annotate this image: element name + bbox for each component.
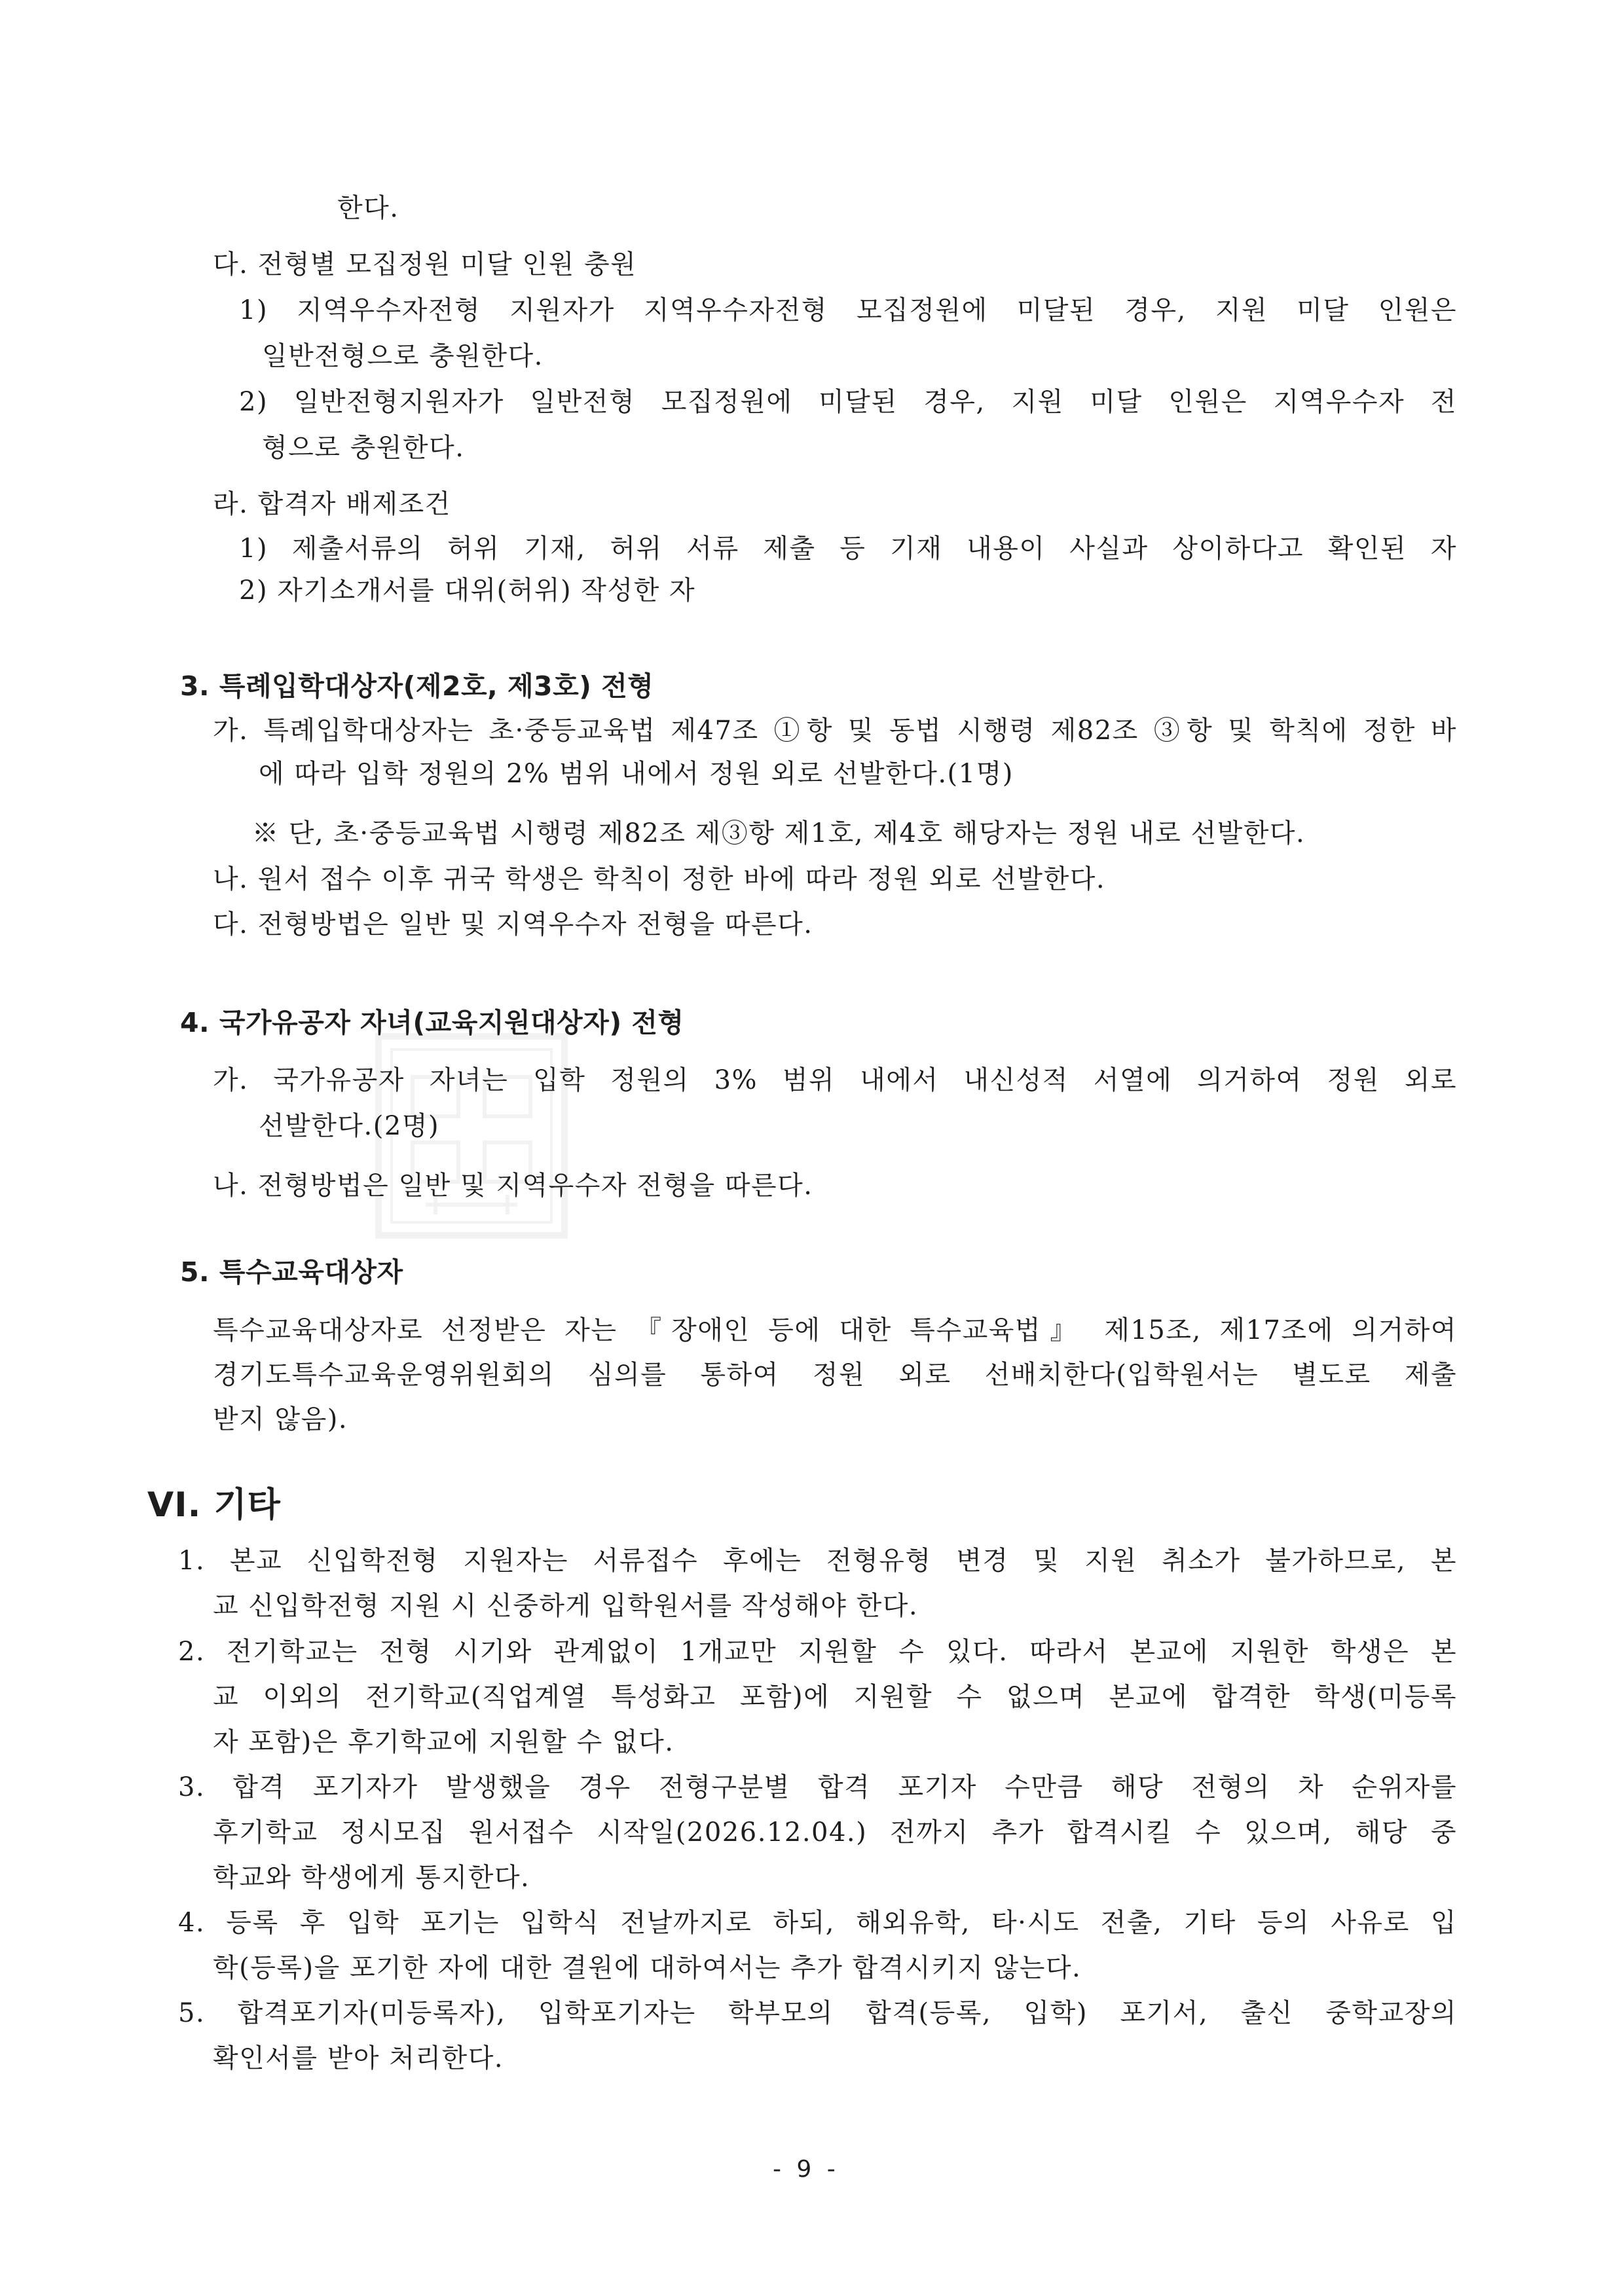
vi-item-2-line-3: 자 포함)은 후기학교에 지원할 수 없다. xyxy=(213,1727,674,1757)
section-da-title: 다. 전형별 모집정원 미달 인원 충원 xyxy=(213,249,637,280)
s3-item-da: 다. 전형방법은 일반 및 지역우수자 전형을 따른다. xyxy=(213,909,813,939)
s5-paragraph-line-2: 경기도특수교육운영위원회의 심의를 통하여 정원 외로 선배치한다(입학원서는 별도로 제출 xyxy=(213,1360,1457,1390)
vi-item-3-line-3: 학교와 학생에게 통지한다. xyxy=(213,1863,530,1893)
section-4-heading: 4. 국가유공자 자녀(교육지원대상자) 전형 xyxy=(180,1007,684,1038)
s4-item-ga-line-1: 가. 국가유공자 자녀는 입학 정원의 3% 범위 내에서 내신성적 서열에 의거하여 정원 외로 xyxy=(213,1065,1457,1095)
s4-item-na: 나. 전형방법은 일반 및 지역우수자 전형을 따른다. xyxy=(213,1171,813,1201)
ra-item-1: 1) 제출서류의 허위 기재, 허위 서류 제출 등 기재 내용이 사실과 상이하다고 확인된 자 xyxy=(239,534,1457,564)
vi-item-1-line-1: 1. 본교 신입학전형 지원자는 서류접수 후에는 전형유형 변경 및 지원 취소가 불가하므로, 본 xyxy=(178,1546,1457,1576)
da-item-1-line-1: 1) 지역우수자전형 지원자가 지역우수자전형 모집정원에 미달된 경우, 지원 미달 인원은 xyxy=(239,295,1457,325)
s3-note: ※ 단, 초·중등교육법 시행령 제82조 제③항 제1호, 제4호 해당자는 정원 내로 선발한다. xyxy=(252,818,1306,848)
s3-item-na: 나. 원서 접수 이후 귀국 학생은 학칙이 정한 바에 따라 정원 외로 선발한다. xyxy=(213,864,1106,894)
section-5-heading: 5. 특수교육대상자 xyxy=(180,1256,403,1288)
vi-item-3-line-1: 3. 합격 포기자가 발생했을 경우 전형구분별 합격 포기자 수만큼 해당 전형의 차 순위자를 xyxy=(178,1772,1457,1802)
s5-paragraph-line-3: 받지 않음). xyxy=(213,1404,348,1434)
continuation-text: 한다. xyxy=(337,193,399,223)
vi-item-2-line-1: 2. 전기학교는 전형 시기와 관계없이 1개교만 지원할 수 있다. 따라서 본교에 지원한 학생은 본 xyxy=(178,1637,1457,1667)
da-item-1-line-2: 일반전형으로 충원한다. xyxy=(262,341,544,371)
da-item-2-line-2: 형으로 충원한다. xyxy=(262,433,465,463)
vi-item-3-line-2: 후기학교 정시모집 원서접수 시작일(2026.12.04.) 전까지 추가 합격시킬 수 있으며, 해당 중 xyxy=(213,1817,1457,1848)
vi-item-4-line-1: 4. 등록 후 입학 포기는 입학식 전날까지로 하되, 해외유학, 타·시도 전출, 기타 등의 사유로 입 xyxy=(178,1908,1457,1938)
s3-item-ga-line-2: 에 따라 입학 정원의 2% 범위 내에서 정원 외로 선발한다.(1명) xyxy=(259,759,1014,789)
section-3-heading: 3. 특례입학대상자(제2호, 제3호) 전형 xyxy=(180,670,654,702)
s5-paragraph-line-1: 특수교육대상자로 선정받은 자는 『장애인 등에 대한 특수교육법』 제15조, 제17조에 의거하여 xyxy=(213,1315,1457,1345)
ra-item-2: 2) 자기소개서를 대위(허위) 작성한 자 xyxy=(239,575,696,606)
vi-item-4-line-2: 학(등록)을 포기한 자에 대한 결원에 대하여서는 추가 합격시키지 않는다. xyxy=(213,1953,1082,1983)
s3-item-ga-line-1: 가. 특례입학대상자는 초·중등교육법 제47조 ①항 및 동법 시행령 제82조 ③항 및 학칙에 정한 바 xyxy=(213,716,1457,746)
da-item-2-line-1: 2) 일반전형지원자가 일반전형 모집정원에 미달된 경우, 지원 미달 인원은 지역우수자 전 xyxy=(239,387,1457,417)
vi-item-5-line-1: 5. 합격포기자(미등록자), 입학포기자는 학부모의 합격(등록, 입학) 포기서, 출신 중학교장의 xyxy=(178,1998,1457,2028)
page-number: - 9 - xyxy=(773,2156,840,2183)
vi-item-2-line-2: 교 이외의 전기학교(직업계열 특성화고 포함)에 지원할 수 없으며 본교에 합격한 학생(미등록 xyxy=(213,1682,1457,1712)
section-vi-heading: VI. 기타 xyxy=(147,1485,281,1525)
s4-item-ga-line-2: 선발한다.(2명) xyxy=(259,1111,440,1141)
vi-item-5-line-2: 확인서를 받아 처리한다. xyxy=(213,2043,504,2073)
section-ra-title: 라. 합격자 배제조건 xyxy=(213,489,451,519)
vi-item-1-line-2: 교 신입학전형 지원 시 신중하게 입학원서를 작성해야 한다. xyxy=(213,1591,919,1621)
